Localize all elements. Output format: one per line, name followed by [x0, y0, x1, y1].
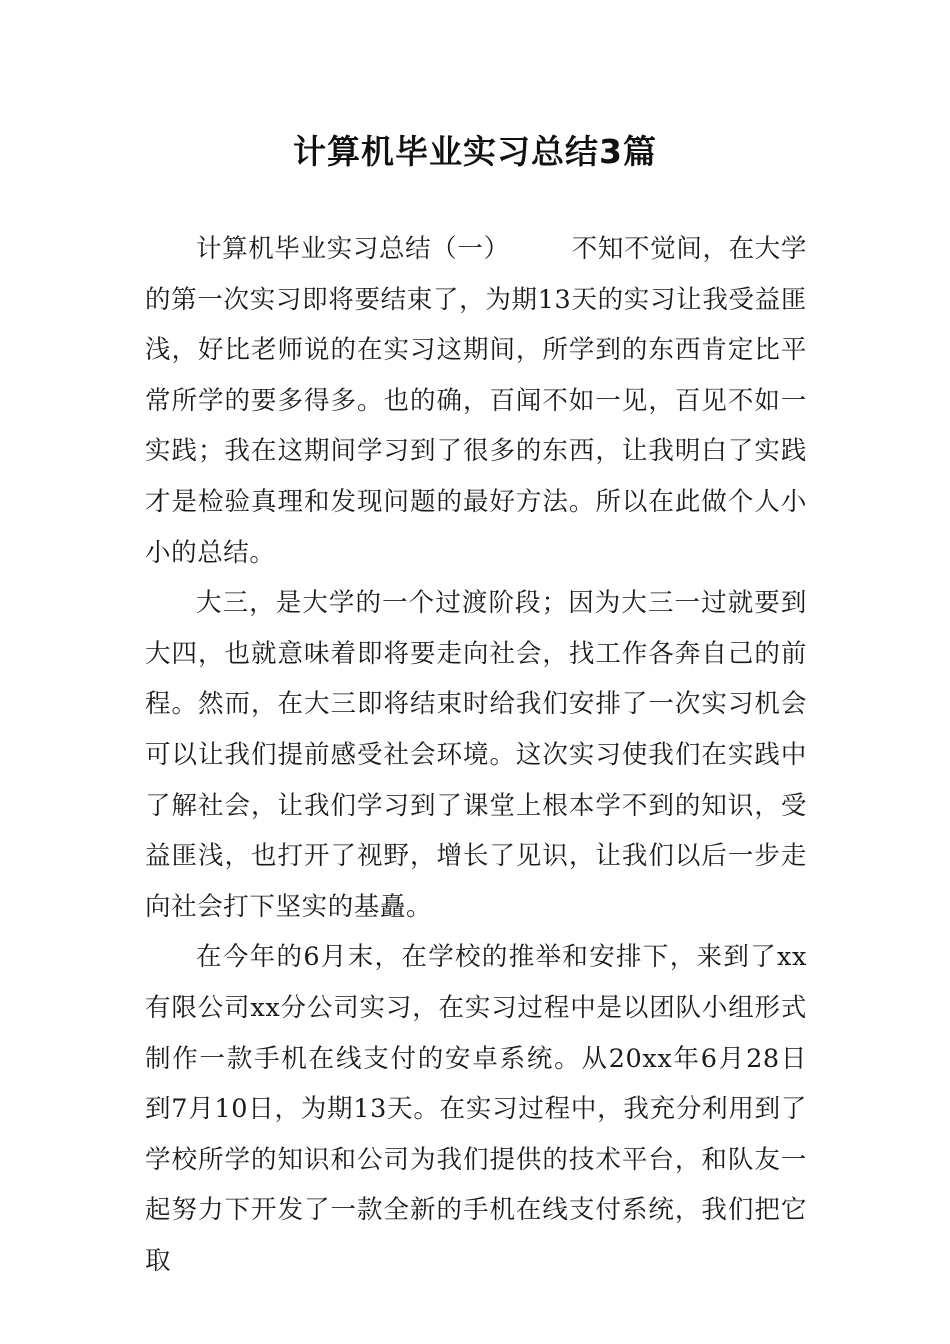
paragraph-1: [145, 224, 807, 578]
paragraph-3: 在今年的6月末，在学校的推举和安排下，来到了xx有限公司xx分公司实习，在实习过程中是以团队小组形式制作一款手机在线支付的安卓系统。从20xx年6月28日到7月10日，为期13天。在实习过程中，我充分利用到了学校所学的知识和公司为我们提供的技术平台，和队友一起努力下开发了一款全新的手机在线支付系统，我们把它取: [145, 942, 807, 1276]
paragraph-1-text: 不知不觉间，在大学的第一次实习即将要结束了，为期13天的实习让我受益匪浅，好比老师说的在实习这期间，所学到的东西肯定比平常所学的要多得多。也的确，百闻不如一见，百见不如一实践；我在这期间学习到了很多的东西，让我明白了实践才是检验真理和发现问题的最好方法。所以在此做个人小小的总结。: [145, 234, 808, 568]
document-title: 计算机毕业实习总结3篇: [293, 132, 657, 171]
section-heading: 计算机毕业实习总结（一）: [196, 234, 510, 264]
paragraph-2: 大三，是大学的一个过渡阶段；因为大三一过就要到大四，也就意味着即将要走向社会，找工作各奔自己的前程。然而，在大三即将结束时给我们安排了一次实习机会可以让我们提前感受社会环境。这次实习使我们在实践中了解社会，让我们学习到了课堂上根本学不到的知识，受益匪浅，也打开了视野，增长了见识，让我们以后一步走向社会打下坚实的基矗。: [145, 588, 807, 922]
document-body: [145, 224, 807, 1286]
